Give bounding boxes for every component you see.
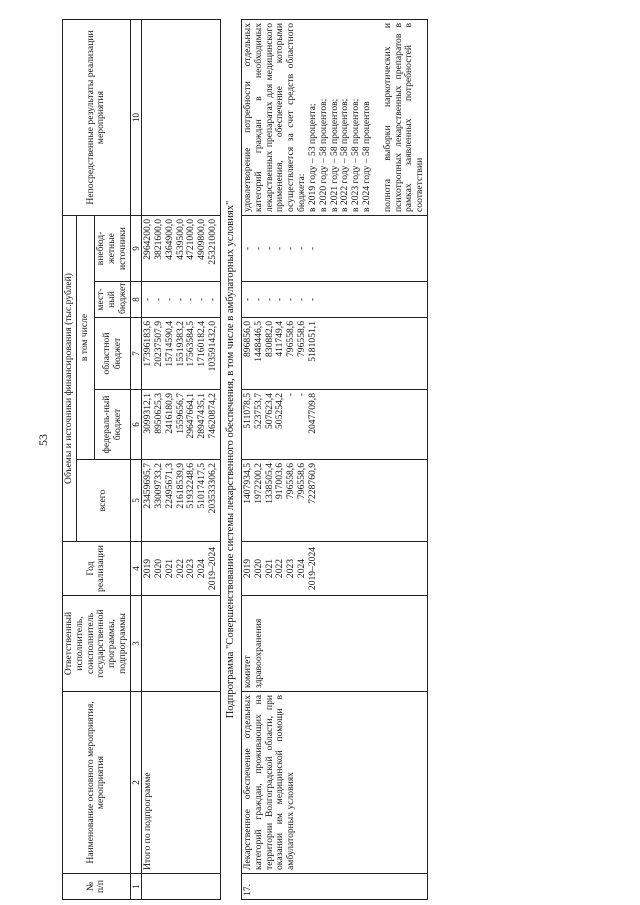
header-including: в том числе	[76, 215, 95, 459]
subprogram-total-row	[142, 19, 221, 899]
column-number: 6	[130, 390, 141, 460]
result-next: полнота выборки наркотических и психотропных лекарственных препаратов в рамках заявленных потребностей в соответствии	[381, 22, 426, 212]
result-line: в 2019 году – 53 процента;	[306, 103, 318, 212]
column-number: 3	[130, 596, 141, 692]
header-results: Непосредственные результаты реализации мероприятия	[63, 19, 131, 215]
total-regional: 17396183,6 20237507,9 15714590,4 15519383,2 17563584,5 17160182,4 103591432,0	[142, 318, 221, 390]
column-number: 5	[130, 460, 141, 542]
responsible-executor: комитет здравоохранения	[241, 596, 427, 692]
rotated-table-page	[62, 20, 582, 900]
subprogram-title-row	[220, 19, 241, 899]
total-years: 2019 2020 2021 2022 2023 2024 2019–2024	[142, 542, 221, 596]
row-extrabudget: - - - - - - -	[241, 215, 427, 281]
header-total: всего	[76, 460, 130, 542]
row-regional: 896856,0 1448446,5 830882,0 411749,4 796558,6 796558,6 5181051,1	[241, 318, 427, 390]
column-number: 9	[130, 215, 141, 281]
result-line: в 2020 году – 58 процентов;	[317, 98, 329, 212]
header-responsible: Ответственный исполнитель, соисполнитель государственной программы, подпрограммы	[63, 596, 131, 692]
column-number-row	[130, 19, 141, 899]
header-funding: Объемы и источники финансирования (тыс.рублей)	[63, 215, 77, 541]
total-extrabudget: 2964200,0 3821600,0 4364900,0 4539500,0 4721000,0 4909800,0 25321000,0	[142, 215, 221, 281]
column-number: 4	[130, 542, 141, 596]
header-regional: областной бюджет	[95, 318, 130, 390]
activity-name: Лекарственное обеспечение отдельных категорий граждан, проживающих на территории Волгоградской области, при оказании им медицинской помощи в амбулаторных условиях	[241, 692, 427, 874]
result-line: в 2021 году – 58 процентов;	[328, 98, 340, 212]
row-years: 2019 2020 2021 2022 2023 2024 2019–2024	[241, 542, 427, 596]
total-local: - - - - - - -	[142, 282, 221, 318]
column-number: 8	[130, 282, 141, 318]
result-line: в 2023 году – 58 процентов;	[350, 98, 362, 212]
column-number: 10	[130, 19, 141, 215]
activity-results	[241, 19, 427, 215]
subprogram-title: Подпрограмма "Совершенствование системы лекарственного обеспечения, в том числе в амбулаторных условиях"	[220, 19, 241, 899]
result-line: в 2022 году – 58 процентов;	[339, 98, 351, 212]
column-number: 7	[130, 318, 141, 390]
row-federal: 511078,5 523753,7 507623,4 505254,2 - - 2047709,8	[241, 390, 427, 460]
total-sums: 23459695,7 33009733,2 22495671,3 21618539,9 51932248,6 51017417,5 203533306,2	[142, 460, 221, 542]
page-number: 53	[36, 434, 50, 446]
table-row	[241, 19, 427, 899]
row-local: - - - - - - -	[241, 282, 427, 318]
total-federal: 3099312,1 8950625,3 2416180,9 1559656,7 29647664,1 28947435,1 74620874,2	[142, 390, 221, 460]
header-no: № п/п	[63, 874, 131, 900]
total-row-label: Итого по подпрограмме	[142, 692, 221, 874]
column-number: 1	[130, 874, 141, 900]
row-number: 17.	[241, 874, 427, 900]
result-line: в 2024 году – 58 процентов	[361, 101, 372, 212]
result-intro: удовлетворение потребности отдельных категорий граждан в необходимых лекарственных препаратах для медицинского применения, обеспечение которыми осуществляется за счет средств областного бюджета:	[241, 22, 308, 212]
row-total: 1407934,5 1972200,2 1338505,4 917003,6 796558,6 796558,6 7228760,9	[241, 460, 427, 542]
header-federal: федераль-ный бюджет	[95, 390, 130, 460]
header-year: Год реализации	[63, 542, 131, 596]
column-number: 2	[130, 692, 141, 874]
program-funding-table	[62, 19, 428, 900]
header-local: мест-ный бюджет	[95, 282, 130, 318]
header-extrabudget: внебюд-жетные источники	[95, 215, 130, 281]
header-name: Наименование основного мероприятия, мероприятия	[63, 692, 131, 874]
